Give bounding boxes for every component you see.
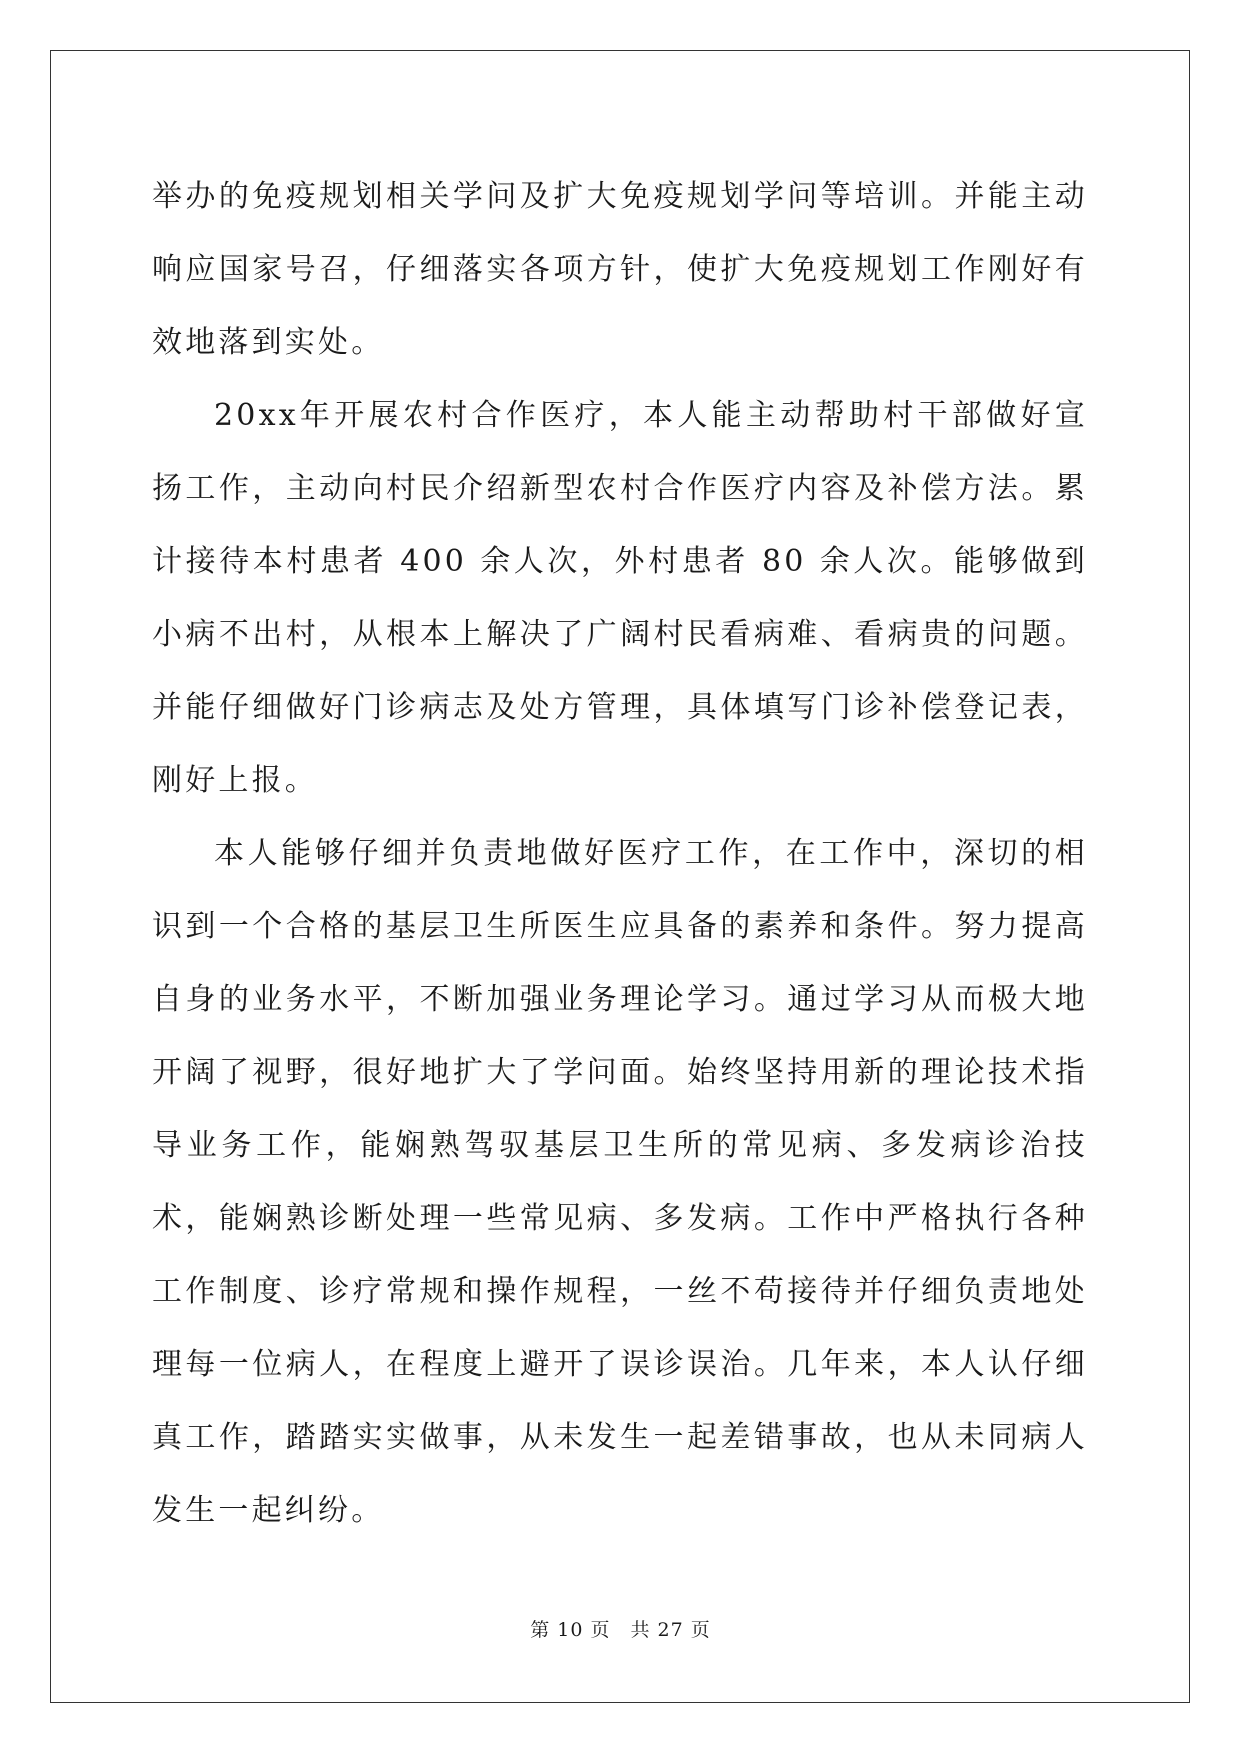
paragraph-3: 本人能够仔细并负责地做好医疗工作，在工作中，深切的相识到一个合格的基层卫生所医生应具备的素养和条件。努力提高自身的业务水平，不断加强业务理论学习。通过学习从而极大地开阔了视野，很好地扩大了学问面。始终坚持用新的理论技术指导业务工作，能娴熟驾驭基层卫生所的常见病、多发病诊治技术，能娴熟诊断处理一些常见病、多发病。工作中严格执行各种工作制度、诊疗常规和操作规程，一丝不苟接待并仔细负责地处理每一位病人，在程度上避开了误诊误治。几年来，本人认仔细真工作，踏踏实实做事，从未发生一起差错事故，也从未同病人发生一起纠纷。 [152, 836, 1088, 1528]
page-number-footer: 第 10 页 共 27 页 [530, 1619, 711, 1641]
document-body [152, 160, 1088, 1547]
paragraph-1: 举办的免疫规划相关学问及扩大免疫规划学问等培训。并能主动响应国家号召，仔细落实各项方针，使扩大免疫规划工作刚好有效地落到实处。 [152, 179, 1088, 360]
paragraph-2: 20xx年开展农村合作医疗，本人能主动帮助村干部做好宣扬工作，主动向村民介绍新型农村合作医疗内容及补偿方法。累计接待本村患者 400 余人次，外村患者 80 余人次。能够做到小病不出村，从根本上解决了广阔村民看病难、看病贵的问题。并能仔细做好门诊病志及处方管理，具体填写门诊补偿登记表，刚好上报。 [152, 398, 1088, 798]
